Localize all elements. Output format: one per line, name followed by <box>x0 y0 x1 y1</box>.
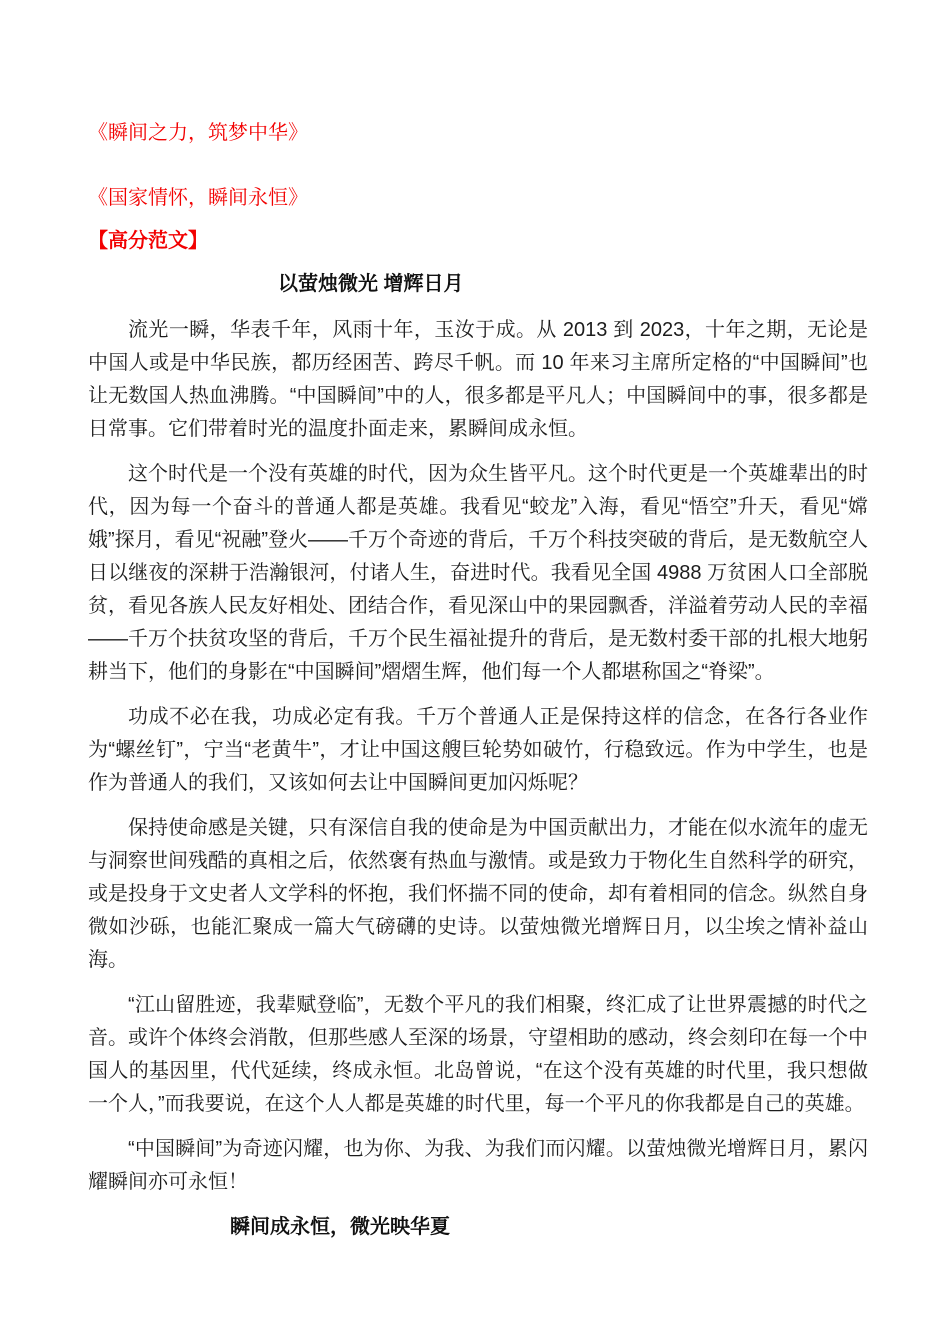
essay-paragraph-2: 这个时代是一个没有英雄的时代，因为众生皆平凡。这个时代更是一个英雄辈出的时代，因为每一个奋斗的普通人都是英雄。我看见“蛟龙”入海，看见“悟空”升天，看见“嫦娥”探月，看见“祝融”登火——千万个奇迹的背后，千万个科技突破的背后，是无数航空人日以继夜的深耕于浩瀚银河，付诸人生，奋进时代。我看见全国 4988 万贫困人口全部脱贫，看见各族人民友好相处、团结合作，看见深山中的果园飘香，洋溢着劳动人民的幸福——千万个扶贫攻坚的背后，千万个民生福祉提升的背后，是无数村委干部的扎根大地躬耕当下，他们的身影在“中国瞬间”熠熠生辉，他们每一个人都堪称国之“脊梁”。 <box>88 463 868 683</box>
alternate-essay-title-2: 《国家情怀，瞬间永恒》 <box>88 187 308 209</box>
essay-paragraph-3: 功成不必在我，功成必定有我。千万个普通人正是保持这样的信念，在各行各业作为“螺丝钉”，宁当“老黄牛”，才让中国这艘巨轮势如破竹，行稳致远。作为中学生，也是作为普通人的我们，又该如何去让中国瞬间更加闪烁呢？ <box>88 706 868 794</box>
essay-paragraph-5: “江山留胜迹，我辈赋登临”，无数个平凡的我们相聚，终汇成了让世界震撼的时代之音。或许个体终会消散，但那些感人至深的场景，守望相助的感动，终会刻印在每一个中国人的基因里，代代延续，终成永恒。北岛曾说，“在这个没有英雄的时代里，我只想做一个人，”而我要说，在这个人人都是英雄的时代里，每一个平凡的你我都是自己的英雄。 <box>88 994 868 1115</box>
essay-paragraph-1: 流光一瞬，华表千年，风雨十年，玉汝于成。从 2013 到 2023，十年之期，无论是中国人或是中华民族，都历经困苦、跨尽千帆。而 10 年来习主席所定格的“中国瞬间”也让无数国人热血沸腾。“中国瞬间”中的人，很多都是平凡人；中国瞬间中的事，很多都是日常事。它们带着时光的温度扑面走来，累瞬间成永恒。 <box>88 319 868 440</box>
essay-closing-title: 瞬间成永恒，微光映华夏 <box>230 1216 450 1238</box>
essay-paragraph-6: “中国瞬间”为奇迹闪耀，也为你、为我、为我们而闪耀。以萤烛微光增辉日月，累闪耀瞬间亦可永恒！ <box>88 1138 868 1193</box>
essay-body <box>88 314 868 1199</box>
section-label-model-essay: 【高分范文】 <box>88 230 208 252</box>
essay-paragraph-4: 保持使命感是关键，只有深信自我的使命是为中国贡献出力，才能在似水流年的虚无与洞察世间残酷的真相之后，依然褒有热血与激情。或是致力于物化生自然科学的研究，或是投身于文史者人文学科的怀抱，我们怀揣不同的使命，却有着相同的信念。纵然自身微如沙砾，也能汇聚成一篇大气磅礴的史诗。以萤烛微光增辉日月，以尘埃之情补益山海。 <box>88 817 868 971</box>
alternate-essay-title-1: 《瞬间之力，筑梦中华》 <box>88 122 308 144</box>
essay-title: 以萤烛微光 增辉日月 <box>278 273 464 295</box>
